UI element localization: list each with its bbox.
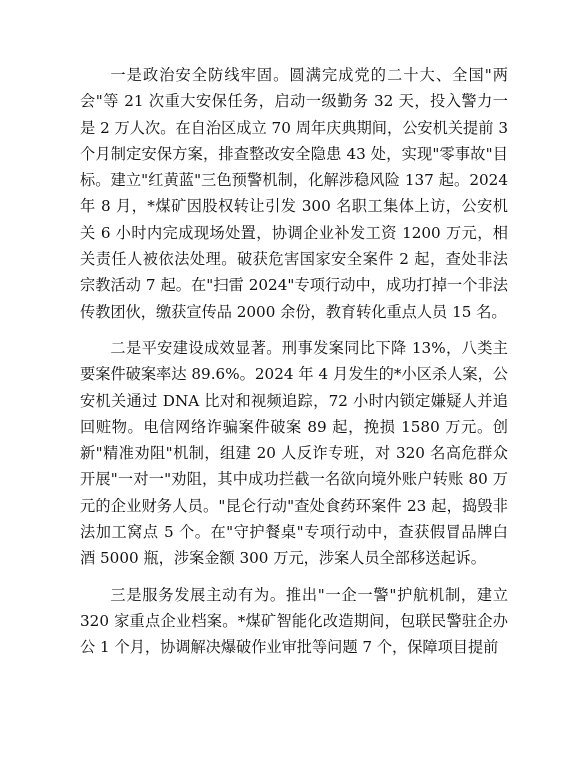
paragraph-service-development: 三是服务发展主动有为。推出"一企一警"护航机制，建立 320 家重点企业档案。*煤矿智能化改造期间，包联民警驻企办公 1 个月，协调解决爆破作业审批等问题 7 个，保障项目提前: [80, 585, 508, 657]
paragraph-political-security: 一是政治安全防线牢固。圆满完成党的二十大、全国"两会"等 21 次重大安保任务，启动一级勤务 32 天，投入警力一是 2 万人次。在自治区成立 70 周年庆典期间，公安机关提前 3 个月制定安保方案，排查整改安全隐患 43 处，实现"零事故"目标。建立"红黄蓝"三色预警机制，化解涉稳风险 137 起。2024 年 8 月，*煤矿因股权转让引发 300 名职工集体上访，公安机关 6 小时内完成现场处置，协调企业补发工资 1200 万元，相关责任人被依法处理。破获危害国家安全案件 2 起，查处非法宗教活动 7 起。在"扫雷 2024"专项行动中，成功打掉一个非法传教团伙，缴获宣传品 2000 余份，教育转化重点人员 15 名。: [80, 66, 508, 321]
document-body: [80, 62, 508, 671]
paragraph-public-safety: 二是平安建设成效显著。刑事发案同比下降 13%，八类主要案件破案率达 89.6%。2024 年 4 月发生的*小区杀人案，公安机关通过 DNA 比对和视频追踪，72 小时内锁定嫌疑人并追回赃物。电信网络诈骗案件破案 89 起，挽损 1580 万元。创新"精准劝阻"机制，组建 20 人反诈专班，对 320 名高危群众开展"一对一"劝阻，其中成功拦截一名欲向境外账户转账 80 万元的企业财务人员。"昆仑行动"查处食药环案件 23 起，捣毁非法加工窝点 5 个。在"守护餐桌"专项行动中，查获假冒品牌白酒 5000 瓶，涉案金额 300 万元，涉案人员全部移送起诉。: [80, 338, 508, 568]
